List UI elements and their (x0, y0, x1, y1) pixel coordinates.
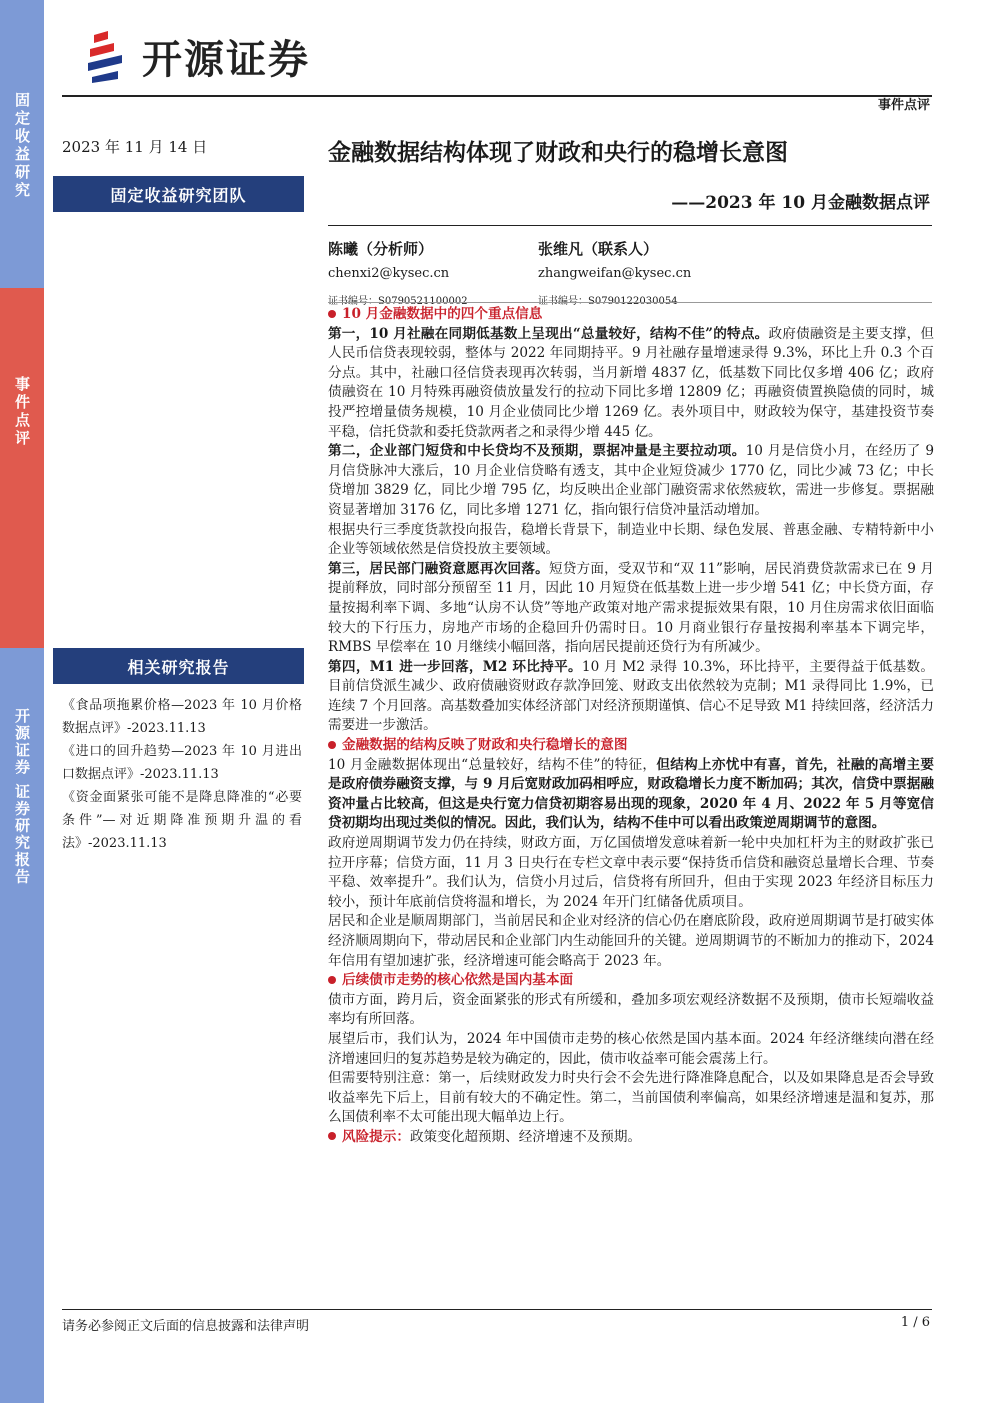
analyst-card (538, 238, 691, 307)
related-reports-banner: 相关研究报告 (53, 648, 304, 684)
paragraph-lead: 第一，10 月社融在同期低基数上呈现出“总量较好，结构不佳”的特点。 (328, 325, 769, 342)
paragraph: 政府逆周期调节发力仍在持续，财政方面，万亿国债增发意味着新一轮中央加杠杆为主的财政扩张已拉开序幕；信贷方面，11 月 3 日央行在专栏文章中表示要“保持货币信贷和融资总量增长合理、节奏平稳、效率提升”。我们认为，信贷小月过后，信贷将有所回升，但由于实现 2023 年经济目标压力较小，预计年底前信贷将温和增长，为 2024 年开门红储备优质项目。 (328, 835, 934, 910)
section-heading: 后续债市走势的核心依然是国内基本面 (328, 971, 934, 991)
related-report-item[interactable]: 《进口的回升趋势—2023 年 10 月进出口数据点评》-2023.11.13 (62, 744, 302, 782)
footer-disclaimer[interactable]: 请务必参阅正文后面的信息披露和法律声明 (62, 1319, 310, 1334)
sidebar-label: 事件点评 (13, 376, 31, 448)
brand-mark-icon (88, 31, 132, 83)
header-divider (62, 95, 932, 97)
report-body (328, 305, 934, 1148)
risk-text: 政策变化超预期、经济增速不及预期。 (409, 1128, 642, 1145)
team-banner: 固定收益研究团队 (53, 176, 304, 212)
paragraph: 债市方面，跨月后，资金面紧张的形式有所缓和，叠加多项宏观经济数据不及预期，债市长短端收益率均有所回落。 (328, 991, 934, 1028)
paragraph: 但需要特别注意：第一，后续财政发力时央行会不会先进行降准降息配合，以及如果降息是否会导致收益率先下后上，目前有较大的不确定性。第二，当前国债利率偏高，如果经济增速是温和复苏，那么国债利率不太可能出现大幅单边上行。 (328, 1070, 934, 1126)
page-number: 1 / 6 (900, 1315, 930, 1330)
risk-label: 风险提示： (342, 1128, 410, 1145)
bullet-icon (328, 741, 336, 749)
brand-name: 开源证券 (142, 37, 310, 83)
analyst-email[interactable]: zhangweifan@kysec.cn (538, 266, 692, 281)
analyst-name: 张维凡（联系人） (538, 240, 659, 258)
report-date: 2023 年 11 月 14 日 (62, 138, 208, 156)
section-heading: 10 月金融数据中的四个重点信息 (328, 305, 934, 325)
doc-type: 事件点评 (877, 98, 930, 113)
related-report-item[interactable]: 《食品项拖累价格—2023 年 10 月价格数据点评》-2023.11.13 (62, 698, 302, 736)
analyst-card (328, 238, 468, 307)
sidebar-section-fixed-income (0, 0, 44, 288)
paragraph: 第二，企业部门短贷和中长贷均不及预期，票据冲量是主要拉动项。10 月是信贷小月，在经历了 9 月信贷脉冲大涨后，10 月企业信贷略有透支，其中企业短贷减少 1770 亿，同比少减 73 亿；中长贷增加 3829 亿，同比少增 795 亿，均反映出企业部门融资需求依然疲软，需进一步修复。票据融资显著增加 3176 亿，同比多增 1271 亿，指向银行信贷冲量活动增加。 (328, 443, 934, 518)
paragraph: 第四，M1 进一步回落，M2 环比持平。10 月 M2 录得 10.3%，环比持平，主要得益于低基数。目前信贷派生减少、政府债融资财政存款净回笼、财政支出依然较为克制；M1 录得同比 1.9%，已连续 7 个月回落。高基数叠加实体经济部门对经济预期谨慎、信心不足导致 M1 持续回落，经济活力需要进一步激活。 (328, 658, 934, 734)
analyst-name: 陈曦（分析师） (328, 240, 434, 258)
title-divider (328, 225, 932, 226)
paragraph: 展望后市，我们认为，2024 年中国债市走势的核心依然是国内基本面。2024 年经济继续向潜在经济增速回归的复苏趋势是较为确定的，因此，债市收益率可能会震荡上行。 (328, 1030, 934, 1067)
sidebar-label: 固定收益研究 (13, 92, 31, 200)
brand-logo (88, 28, 310, 85)
sidebar-section-event (0, 288, 44, 648)
paragraph: 居民和企业是顺周期部门，当前居民和企业对经济的信心仍在磨底阶段，政府逆周期调节是打破实体经济顺周期向下，带动居民和企业部门内生动能回升的关键。逆周期调节的不断加力的推动下，2024 年信用有望加速扩张，经济增速可能会略高于 2023 年。 (328, 913, 934, 969)
bullet-icon (328, 310, 336, 318)
paragraph: 根据央行三季度货款投向报告，稳增长背景下，制造业中长期、绿色发展、普惠金融、专精特新中小企业等领域依然是信贷投放主要领域。 (328, 521, 934, 558)
related-reports-list (62, 694, 302, 855)
related-report-item[interactable]: 《资金面紧张可能不是降息降准的“必要条件”—对近期降准预期升温的看法》-2023.11.13 (62, 790, 302, 851)
sidebar (0, 0, 44, 1403)
analyst-divider (328, 302, 932, 303)
bullet-icon (328, 976, 336, 984)
analyst-email[interactable]: chenxi2@kysec.cn (328, 266, 450, 281)
footer-divider (62, 1309, 932, 1310)
sidebar-section-report (0, 648, 44, 1403)
paragraph-lead: 第三，居民部门融资意愿再次回落。 (328, 560, 549, 577)
paragraph: 第一，10 月社融在同期低基数上呈现出“总量较好，结构不佳”的特点。政府债融资是主要支撑，但人民币信贷表现较弱，整体与 2022 年同期持平。9 月社融存量增速录得 9.3%，环比上升 0.3 个百分点。其中，社融口径信贷表现再次转弱，当月新增 4837 亿，低基数下同比仅多增 406 亿；政府债融资在 10 月特殊再融资债放量发行的拉动下同比多增 12809 亿；再融资债置换隐债的同时，城投严控增量债务规模，10 月企业债同比少增 1269 亿。表外项目中，财政较为保守，基建投资节奏平稳，信托贷款和委托贷款两者之和录得少增 445 亿。 (328, 325, 935, 440)
paragraph: 第三，居民部门融资意愿再次回落。短贷方面，受双节和“双 11”影响，居民消费贷款需求已在 9 月提前释放，同时部分预留至 11 月，因此 10 月短贷在低基数上进一步少增 541 亿；中长贷方面，存量按揭利率下调、多地“认房不认贷”等地产政策对地产需求提振效果有限，10 月住房需求依旧面临较大的下行压力，房地产市场的企稳回升仍需时日。10 月商业银行存量按揭利率基本下调完毕，RMBS 早偿率在 10 月继续小幅回落，指向居民提前还贷行为有所减少。 (328, 560, 935, 656)
paragraph-lead: 第四，M1 进一步回落，M2 环比持平。 (328, 658, 582, 675)
paragraph: 10 月金融数据体现出“总量较好，结构不佳”的特征，但结构上亦忧中有喜，首先，社融的高增主要是政府债券融资支撑，与 9 月后宽财政加码相呼应，财政稳增长力度不断加码；其次，信贷中票据融资冲量占比较高，但这是央行宽力信贷初期容易出现的现象，2020 年 4 月、2022 年 5 月等宽信贷初期均出现过类似的情况。因此，我们认为，结构不佳中可以看出政策逆周期调节的意图。 (328, 756, 934, 832)
sidebar-label: 开源证券 证券研究报告 (13, 708, 31, 886)
paragraph-emphasis: 但结构上亦忧中有喜，首先，社融的高增主要是政府债券融资支撑，与 9 月后宽财政加码相呼应，财政稳增长力度不断加码；其次，信贷中票据融资冲量占比较高，但这是央行宽力信贷初期容易出现的现象，2020 年 4 月、2022 年 5 月等宽信贷初期均出现过类似的情况。因此，我们认为，结构不佳中可以看出政策逆周期调节的意图。 (328, 756, 934, 832)
bullet-icon (328, 1132, 336, 1140)
section-heading: 金融数据的结构反映了财政和央行稳增长的意图 (328, 736, 934, 756)
risk-note (328, 1128, 934, 1148)
paragraph-lead: 第二，企业部门短贷和中长贷均不及预期，票据冲量是主要拉动项。 (328, 443, 746, 460)
page-title: 金融数据结构体现了财政和央行的稳增长意图 (328, 139, 788, 166)
page-subtitle: ——2023 年 10 月金融数据点评 (671, 193, 930, 213)
